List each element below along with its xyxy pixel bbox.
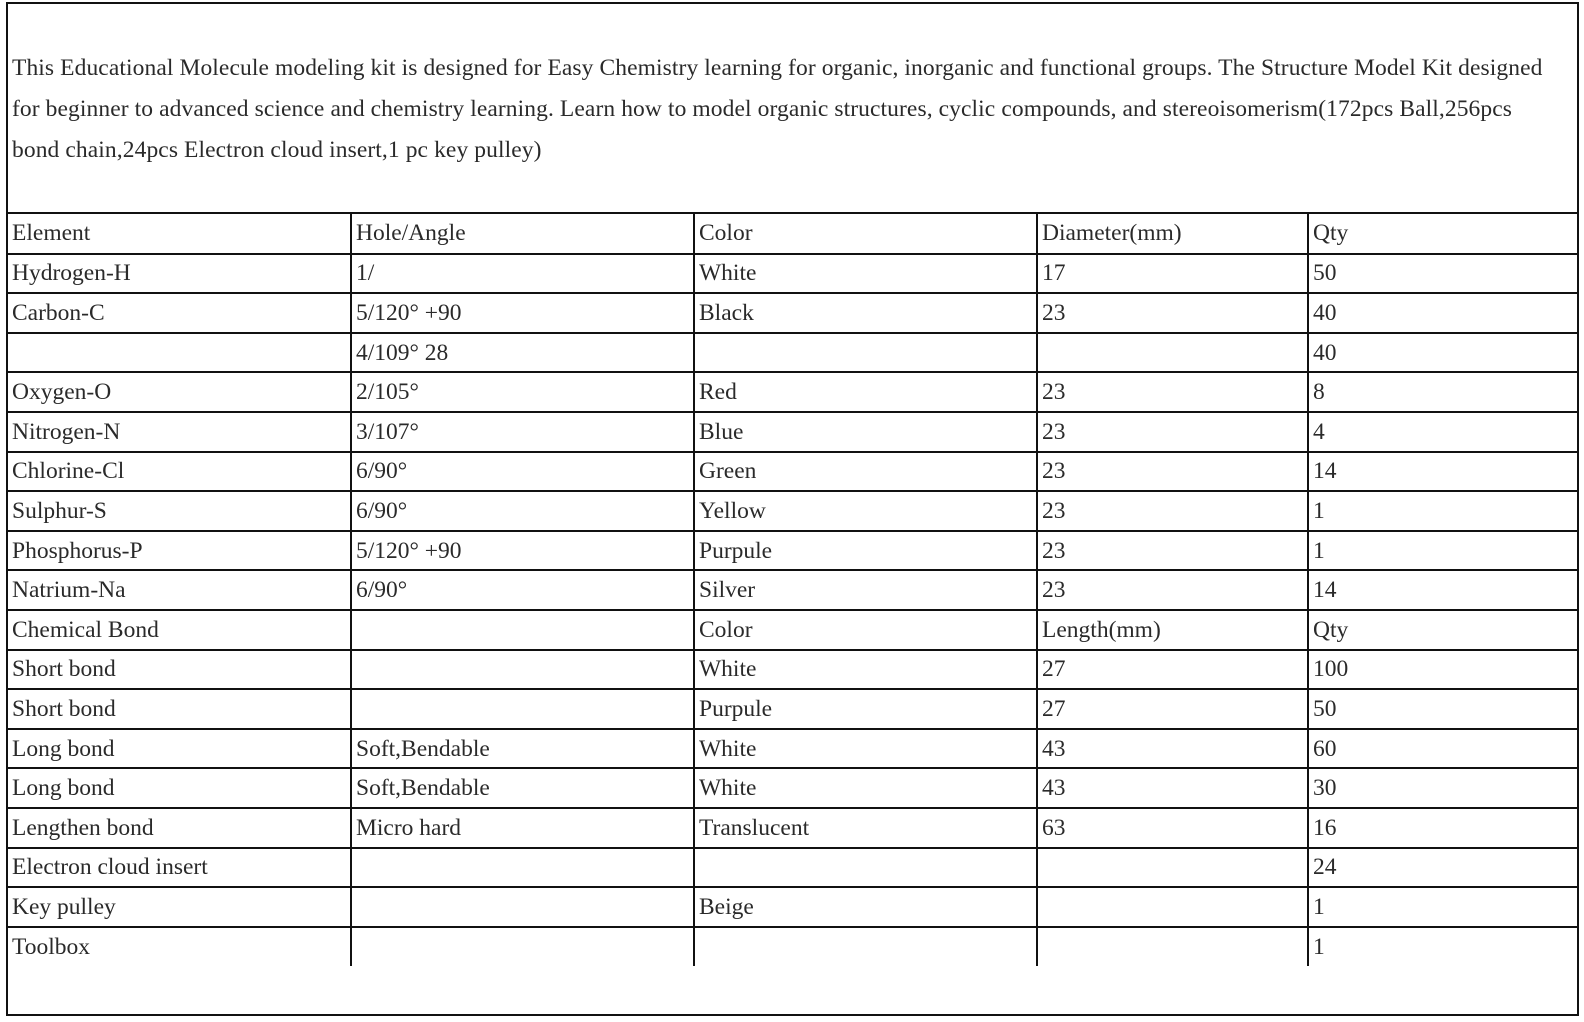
table-cell-col-qty: 1 [1308,491,1577,531]
table-cell-col-hole-angle: 6/90° [351,570,694,610]
table-cell-col-name: Oxygen-O [8,372,351,412]
table-cell-col-size: 23 [1037,412,1308,452]
table-cell-col-name: Electron cloud insert [8,848,351,888]
table-cell-col-hole-angle [351,610,694,650]
table-cell-col-hole-angle: Hole/Angle [351,214,694,254]
table-cell-col-hole-angle: Soft,Bendable [351,729,694,769]
table-cell-col-color [694,333,1037,373]
table-cell-col-qty: 24 [1308,848,1577,888]
table-cell-col-color [694,848,1037,888]
table-cell-col-color: White [694,254,1037,294]
table-cell-col-name: Key pulley [8,887,351,927]
table-row [8,293,1577,333]
table-cell-col-size: 27 [1037,689,1308,729]
table-cell-col-qty: 16 [1308,808,1577,848]
table-row [8,808,1577,848]
table-cell-col-qty: 14 [1308,452,1577,492]
table-cell-col-color: Green [694,452,1037,492]
table-row [8,570,1577,610]
table-cell-col-name: Chemical Bond [8,610,351,650]
table-cell-col-qty: 14 [1308,570,1577,610]
table-cell-col-size: 23 [1037,372,1308,412]
table-cell-col-qty: Qty [1308,610,1577,650]
product-description: This Educational Molecule modeling kit is designed for Easy Chemistry learning for organic, inorganic and functional groups. The Structure Model Kit designed for beginner to advanced science and chemistry learning. Learn how to model organic structures, cyclic compounds, and stereoisomerism(172pcs Ball,256pcs bond chain,24pcs Electron cloud insert,1 pc key pulley) [8,4,1577,214]
table-cell-col-color: Yellow [694,491,1037,531]
table-cell-col-qty: 50 [1308,689,1577,729]
table-cell-col-color: White [694,650,1037,690]
table-row [8,729,1577,769]
table-cell-col-size [1037,848,1308,888]
table-cell-col-size: 27 [1037,650,1308,690]
table-cell-col-color: White [694,768,1037,808]
table-cell-col-qty: 40 [1308,293,1577,333]
table-cell-col-hole-angle: 6/90° [351,452,694,492]
table-cell-col-hole-angle: 5/120° +90 [351,531,694,571]
spec-table [8,214,1577,966]
table-cell-col-hole-angle [351,650,694,690]
table-cell-col-hole-angle: 6/90° [351,491,694,531]
table-row [8,372,1577,412]
table-row [8,333,1577,373]
table-cell-col-hole-angle [351,927,694,967]
table-cell-col-color: Purpule [694,531,1037,571]
table-row [8,887,1577,927]
table-cell-col-size [1037,887,1308,927]
table-cell-col-color: Color [694,214,1037,254]
table-cell-col-size: Diameter(mm) [1037,214,1308,254]
table-cell-col-name: Nitrogen-N [8,412,351,452]
table-cell-col-hole-angle: 2/105° [351,372,694,412]
table-cell-col-size [1037,927,1308,967]
table-cell-col-hole-angle: 4/109° 28 [351,333,694,373]
table-cell-col-name: Long bond [8,768,351,808]
table-cell-col-hole-angle: 5/120° +90 [351,293,694,333]
table-cell-col-hole-angle: 1/ [351,254,694,294]
table-cell-col-name: Natrium-Na [8,570,351,610]
table-cell-col-size [1037,333,1308,373]
table-row [8,254,1577,294]
table-header-row [8,214,1577,254]
table-cell-col-qty: 60 [1308,729,1577,769]
table-cell-col-qty: 50 [1308,254,1577,294]
table-cell-col-color: Silver [694,570,1037,610]
table-row [8,927,1577,967]
table-row [8,848,1577,888]
table-row [8,491,1577,531]
table-cell-col-size: 23 [1037,491,1308,531]
table-cell-col-hole-angle [351,887,694,927]
table-cell-col-color: Black [694,293,1037,333]
table-row [8,650,1577,690]
table-cell-col-size: 43 [1037,768,1308,808]
table-cell-col-qty: 1 [1308,531,1577,571]
table-cell-col-name: Lengthen bond [8,808,351,848]
table-cell-col-name: Element [8,214,351,254]
table-cell-col-name [8,333,351,373]
table-cell-col-qty: 8 [1308,372,1577,412]
spec-sheet [6,2,1579,1016]
table-cell-col-color: White [694,729,1037,769]
table-cell-col-name: Sulphur-S [8,491,351,531]
table-cell-col-qty: 30 [1308,768,1577,808]
table-cell-col-name: Long bond [8,729,351,769]
table-cell-col-color [694,927,1037,967]
table-cell-col-size: 17 [1037,254,1308,294]
table-subheader-row [8,610,1577,650]
table-cell-col-color: Color [694,610,1037,650]
table-row [8,689,1577,729]
table-cell-col-color: Red [694,372,1037,412]
table-cell-col-size: 43 [1037,729,1308,769]
table-cell-col-size: 63 [1037,808,1308,848]
table-cell-col-qty: 1 [1313,933,1325,960]
table-cell-col-size: 23 [1037,293,1308,333]
table-cell-col-qty: 40 [1308,333,1577,373]
table-row [8,531,1577,571]
table-cell-col-color: Purpule [694,689,1037,729]
table-row [8,412,1577,452]
table-cell-col-name: Carbon-C [8,293,351,333]
table-row [8,452,1577,492]
table-cell-col-qty: 4 [1308,412,1577,452]
table-cell-col-size: 23 [1037,531,1308,571]
table-cell-col-qty: 100 [1308,650,1577,690]
spec-table-body [8,214,1577,966]
table-cell-col-name: Toolbox [8,927,351,967]
table-cell-col-qty: 1 [1308,887,1577,927]
table-cell-col-size: 23 [1037,570,1308,610]
table-cell-col-hole-angle [351,848,694,888]
table-cell-col-name: Hydrogen-H [8,254,351,294]
table-cell-col-name: Phosphorus-P [8,531,351,571]
table-cell-col-hole-angle [351,689,694,729]
table-cell-col-name: Chlorine-Cl [8,452,351,492]
table-cell-col-hole-angle: Micro hard [351,808,694,848]
table-cell-col-hole-angle: 3/107° [351,412,694,452]
table-cell-col-color: Blue [694,412,1037,452]
table-cell-col-name: Short bond [8,689,351,729]
table-cell-col-qty: Qty [1308,214,1577,254]
table-cell-col-hole-angle: Soft,Bendable [351,768,694,808]
table-cell-col-color: Beige [694,887,1037,927]
table-cell-col-name: Short bond [8,650,351,690]
table-cell-col-color: Translucent [694,808,1037,848]
table-cell-col-size: 23 [1037,452,1308,492]
table-cell-col-size: Length(mm) [1037,610,1308,650]
table-row [8,768,1577,808]
